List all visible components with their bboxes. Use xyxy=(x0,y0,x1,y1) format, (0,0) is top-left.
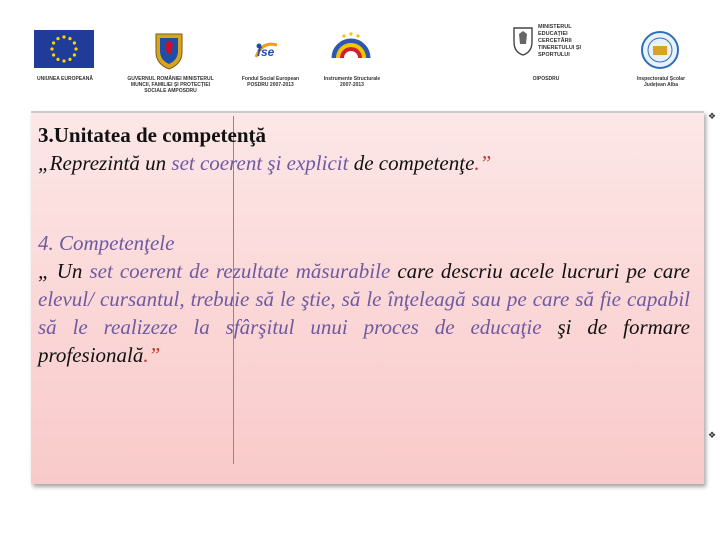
oiposdru-caption: OIPOSDRU xyxy=(532,76,560,82)
structural-instruments-logo xyxy=(328,28,374,70)
definition-unit-term: set coerent şi explicit xyxy=(171,151,349,175)
sponsor-logo-strip xyxy=(0,0,720,108)
fse-caption: Fondul Social European POSDRU 2007-2013 xyxy=(241,76,300,88)
definition-competences xyxy=(38,257,690,369)
ministry-logo-text: MINISTERUL EDUCAȚIEI CERCETĂRII TINERETULUI ȘI SPORTULUI xyxy=(538,24,582,58)
definition-competences-subject: elevul/ cursantul, trebuie să le ştie, să le înţeleagă sau pe care să fie capabil să le realizeze la sfârşitul unui proces de educaţie xyxy=(38,287,690,339)
ministry-crest-logo xyxy=(512,26,534,56)
eu-caption: UNIUNEA EUROPEANĂ xyxy=(37,76,93,82)
eu-flag-logo xyxy=(34,30,94,68)
scroll-bullet-icon: ❖ xyxy=(708,112,717,122)
definition-competences-end: .” xyxy=(143,343,161,367)
is-caption: Instrumente Structurale 2007-2013 xyxy=(323,76,381,88)
definition-unit xyxy=(38,149,690,177)
isj-caption: Inspectoratul Școlar Județean Alba xyxy=(636,76,686,88)
definition-competences-mid: care descriu acele lucruri pe care xyxy=(390,259,690,283)
definition-competences-tail: şi de formare profesională xyxy=(38,315,690,367)
definition-unit-mid: de competenţe xyxy=(348,151,475,175)
definition-unit-start: „Reprezintă un xyxy=(38,151,172,175)
gov-caption: GUVERNUL ROMÂNIEI MINISTERUL MUNCII, FAMILIEI ȘI PROTECȚIEI SOCIALE AMPOSDRU xyxy=(127,76,214,94)
slide-text xyxy=(38,121,690,369)
section-heading-unit: 3.Unitatea de competenţă xyxy=(38,123,267,147)
scroll-bullet-icon: ❖ xyxy=(708,431,717,441)
definition-competences-start: „ Un xyxy=(38,259,90,283)
fse-logo-text: fse xyxy=(257,45,275,59)
definition-competences-term: set coerent de rezultate măsurabile xyxy=(89,259,391,283)
coat-of-arms-logo xyxy=(152,30,186,70)
definition-unit-end: .” xyxy=(474,151,492,175)
section-heading-competences: 4. Competenţele xyxy=(38,231,175,255)
isj-alba-logo xyxy=(640,30,680,70)
fse-logo xyxy=(253,40,281,62)
